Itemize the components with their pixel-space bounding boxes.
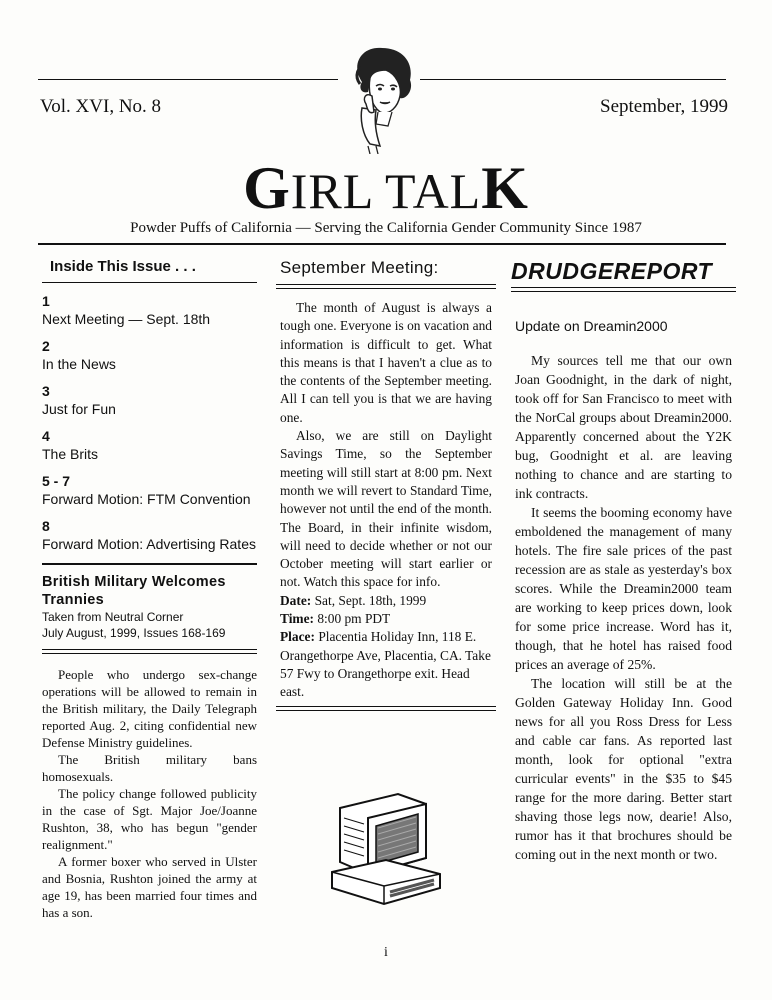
meeting-time: Time: 8:00 pm PDT	[280, 611, 391, 627]
september-meeting-heading: September Meeting:	[280, 258, 439, 277]
middle-column	[276, 258, 496, 711]
meeting-place: Place: Placentia Holiday Inn, 118 E. Orangethorpe Ave, Placentia, CA. Take 57 Fwy to Orangethorpe exit. Head east.	[280, 629, 491, 700]
inside-this-issue-heading: Inside This Issue . . .	[50, 258, 196, 275]
toc-item: 4 The Brits	[42, 428, 99, 462]
newsletter-title: GIRL TALK	[243, 155, 529, 221]
toc-item: 8 Forward Motion: Advertising Rates	[42, 518, 256, 552]
computer-icon	[326, 788, 446, 908]
toc-item: 5 - 7 Forward Motion: FTM Convention	[42, 473, 251, 507]
drudgereport-subtitle: Update on Dreamin2000	[515, 318, 668, 334]
right-column	[511, 258, 736, 864]
meeting-article-body: The month of August is always a tough one. Everyone is on vacation and information is difficult to get. What this means is that I haven't a clue as to the contents of the September meeting. All I can tell you is that we are having one. Also, we are still on Daylight Savings Time, so the September meeting will still start at 8:00 pm. Next month we will revert to Standard Time, however not until the end of the month. The Board, in their infinite wisdom, will need to decide whether or not our October meeting will start earlier or not. Watch this space for info.	[280, 300, 492, 590]
header-rule-top-right	[420, 79, 726, 80]
meeting-rule	[276, 284, 496, 289]
table-of-contents	[42, 292, 257, 553]
british-source-line: Taken from Neutral Corner	[42, 610, 184, 624]
meeting-date: Date: Sat, Sept. 18th, 1999	[280, 592, 427, 608]
inside-rule	[42, 282, 257, 283]
header-rule-top-left	[38, 79, 338, 80]
drudgereport-heading: DRUDGEREPORT	[511, 258, 713, 284]
left-column	[42, 258, 257, 921]
meeting-details	[276, 592, 496, 702]
section-rule	[42, 563, 257, 565]
british-article-title: British Military Welcomes Trannies	[42, 574, 226, 608]
page-number: i	[384, 945, 388, 960]
british-article-body: People who undergo sex-change operations will be allowed to remain in the British military, the Daily Telegraph reported Aug. 2, citing confidential new Defense Ministry guidelines. The British military bans homosexuals. The policy change followed publicity in the case of Sgt. Major Joe/Joanne Rushton, 38, who has begun "gender realignment." A former boxer who served in Ulster and Bosnia, Rushton joined the army at age 19, has been married four times and has a son.	[42, 667, 257, 920]
british-source-issue: July August, 1999, Issues 168-169	[42, 626, 226, 640]
drudgereport-body: My sources tell me that our own Joan Goodnight, in the dark of night, took off for San Francisco to meet with the NorCal groups about Dreamin2000. Apparently concerned about the Y2K bug, Goodnight et al. are leaving nothing to chance and are starting to ink contracts. It seems the booming economy have emboldened the management of many hotels. The fire sale prices of the past recession are as stale as yesterday's box scores. While the Dreamin2000 team are working to keep prices down, look for some price increase. Word has it, though, that he hotel has raised food prices an average of 25%. The location will still be at the Golden Gateway Holiday Inn. Good news for all you Ross Dress for Less and cable car fans. As reported last month, look for optional "extra curricular events" in the $35 to $45 range for the more daring. Better start shaving those legs now, dearie! Also, rumor has it that brochures should be coming out in the next month or two.	[515, 353, 732, 862]
newsletter-subtitle: Powder Puffs of California — Serving the California Gender Community Since 1987	[130, 220, 642, 236]
article-rule	[42, 649, 257, 654]
header-rule-bottom	[38, 243, 726, 245]
toc-item: 1 Next Meeting — Sept. 18th	[42, 293, 211, 327]
issue-date: September, 1999	[600, 96, 728, 117]
volume-number: Vol. XVI, No. 8	[40, 96, 162, 117]
woman-on-phone-icon	[340, 42, 420, 154]
meeting-bottom-rule	[276, 706, 496, 711]
drudge-rule	[511, 287, 736, 292]
toc-item: 3 Just for Fun	[42, 383, 116, 417]
toc-item: 2 In the News	[42, 338, 116, 372]
